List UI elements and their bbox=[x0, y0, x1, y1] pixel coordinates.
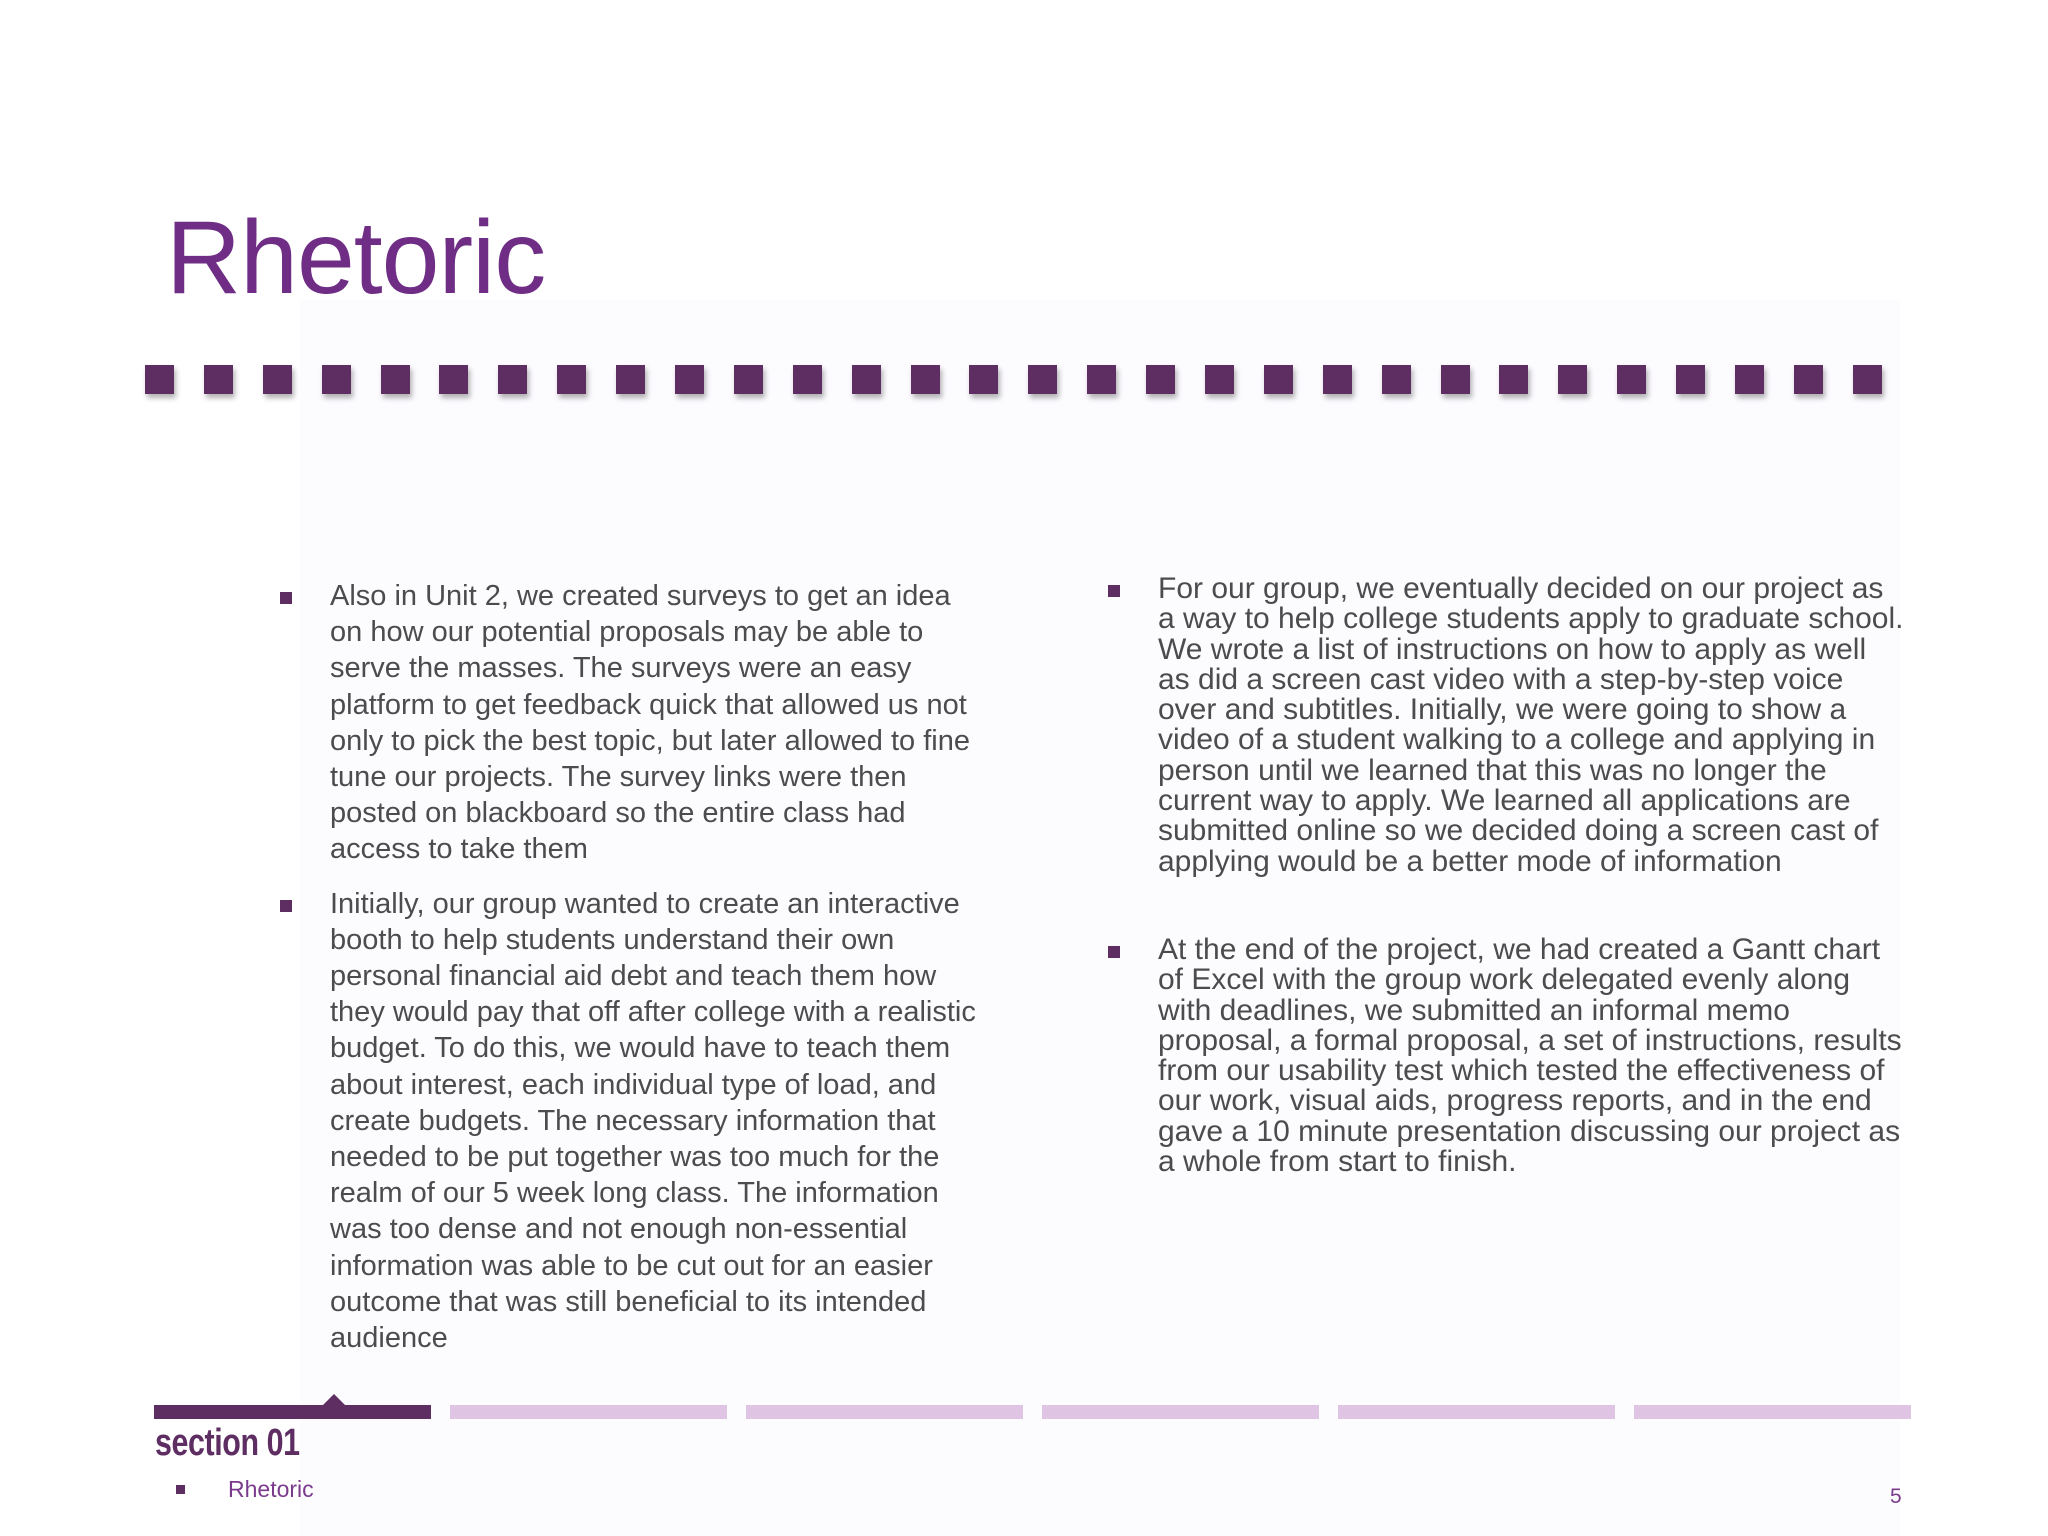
divider-square bbox=[1676, 365, 1705, 394]
divider-square bbox=[322, 365, 351, 394]
divider-square bbox=[1441, 365, 1470, 394]
bullet-text: At the end of the project, we had created a Gantt chart of Excel with the group work delegated evenly along with deadlines, we submitted an informal memo proposal, a formal proposal, a set of instructions, results from our usability test which tested the effectiveness of our work, visual aids, progress reports, and in the end gave a 10 minute presentation discussing our project as a whole from start to finish. bbox=[1158, 932, 1902, 1179]
divider-square bbox=[1617, 365, 1646, 394]
bullet-text: Initially, our group wanted to create an interactive booth to help students understand their own personal financial aid debt and teach them how they would pay that off after college with a realistic budget. To do this, we would have to teach them about interest, each individual type of load, and create budgets. The necessary information that needed to be put together was too much for the realm of our 5 week long class. The information was too dense and not enough non-essential information was able to be cut out for an easier outcome that was still beneficial to its intended audience bbox=[330, 887, 976, 1355]
divider-square bbox=[1028, 365, 1057, 394]
divider-square bbox=[145, 365, 174, 394]
divider-square bbox=[557, 365, 586, 394]
square-bullet-icon bbox=[280, 900, 292, 912]
bullet-text: Also in Unit 2, we created surveys to get an idea on how our potential proposals may be able to serve the masses. The surveys were an easy platform to get feedback quick that allowed us not only to pick the best topic, but later allowed to fine tune our projects. The survey links were then posted on blackboard so the entire class had access to take them bbox=[330, 580, 970, 866]
section-segment-5 bbox=[1338, 1405, 1615, 1419]
divider-square bbox=[734, 365, 763, 394]
section-segment-1 bbox=[154, 1405, 431, 1419]
divider-square bbox=[498, 365, 527, 394]
divider-square bbox=[1205, 365, 1234, 394]
divider-square bbox=[1146, 365, 1175, 394]
footer-section-item bbox=[176, 1474, 314, 1504]
page-number: 5 bbox=[1890, 1485, 1902, 1508]
divider-square bbox=[793, 365, 822, 394]
left-text-column bbox=[276, 578, 976, 1356]
bullet-paragraph bbox=[276, 578, 976, 868]
square-bullet-icon bbox=[1108, 585, 1120, 597]
right-text-column bbox=[1104, 574, 1904, 1177]
footer-item-label: Rhetoric bbox=[228, 1476, 314, 1502]
slide-title: Rhetoric bbox=[166, 200, 546, 316]
divider-square bbox=[204, 365, 233, 394]
section-label: section 01 bbox=[155, 1422, 300, 1464]
divider-square bbox=[969, 365, 998, 394]
square-bullet-icon bbox=[1108, 946, 1120, 958]
divider-square bbox=[911, 365, 940, 394]
current-section-pointer-icon bbox=[322, 1394, 346, 1406]
bullet-text: For our group, we eventually decided on our project as a way to help college students apply to graduate school. We wrote a list of instructions on how to apply as well as did a screen cast video with a step-by-step voice over and subtitles. Initially, we were going to show a video of a student walking to a college and applying in person until we learned that this was no longer the current way to apply. We learned all applications are submitted online so we decided doing a screen cast of applying would be a better mode of information bbox=[1158, 572, 1904, 878]
section-segment-4 bbox=[1042, 1405, 1319, 1419]
divider-square bbox=[852, 365, 881, 394]
divider-square bbox=[1382, 365, 1411, 394]
divider-square bbox=[1499, 365, 1528, 394]
divider-square bbox=[263, 365, 292, 394]
square-bullet-icon bbox=[280, 592, 292, 604]
divider-square bbox=[381, 365, 410, 394]
divider-square bbox=[616, 365, 645, 394]
divider-square bbox=[439, 365, 468, 394]
section-progress-bar bbox=[154, 1401, 1912, 1421]
title-divider-dots bbox=[145, 365, 1882, 395]
divider-square bbox=[1558, 365, 1587, 394]
section-segment-2 bbox=[450, 1405, 727, 1419]
bullet-paragraph bbox=[276, 886, 976, 1357]
bullet-paragraph bbox=[1104, 932, 1904, 1179]
divider-square bbox=[1794, 365, 1823, 394]
bullet-paragraph bbox=[1104, 574, 1904, 877]
divider-square bbox=[675, 365, 704, 394]
square-bullet-icon bbox=[176, 1485, 185, 1494]
section-segment-6 bbox=[1634, 1405, 1911, 1419]
divider-square bbox=[1087, 365, 1116, 394]
section-segment-3 bbox=[746, 1405, 1023, 1419]
divider-square bbox=[1853, 365, 1882, 394]
divider-square bbox=[1735, 365, 1764, 394]
divider-square bbox=[1264, 365, 1293, 394]
divider-square bbox=[1323, 365, 1352, 394]
